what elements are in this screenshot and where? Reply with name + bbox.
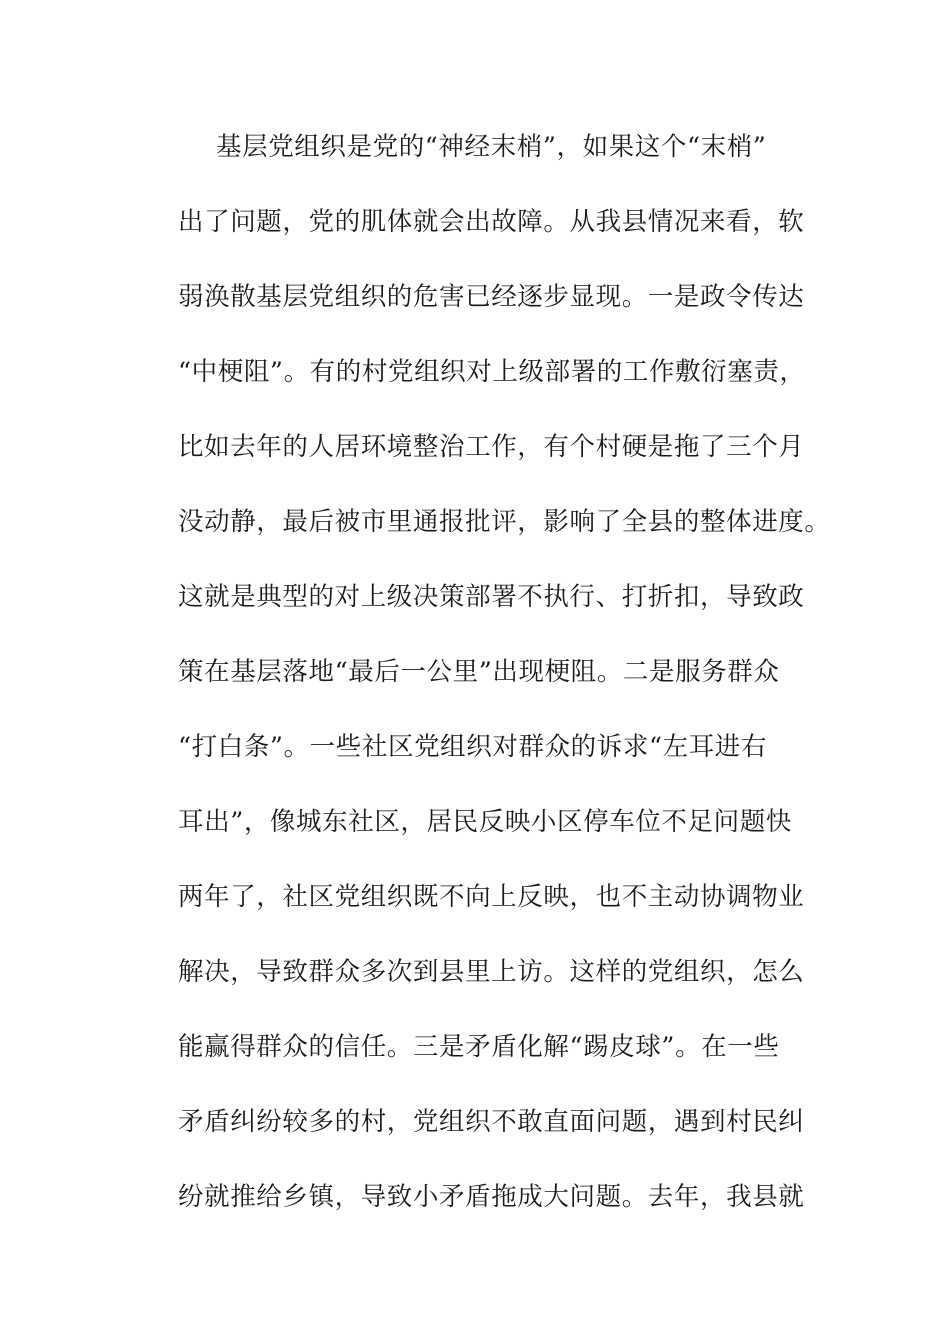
- text-line: 没动静，最后被市里通报批评，影响了全县的整体进度。: [178, 507, 831, 537]
- text-line: 能赢得群众的信任。三是矛盾化解“踢皮球”。在一些: [178, 1032, 780, 1062]
- body-paragraph: [178, 132, 831, 1257]
- text-line: 出了问题，党的肌体就会出故障。从我县情况来看，软: [178, 207, 805, 237]
- text-line: “中梗阻”。有的村党组织对上级部署的工作敷衍塞责，: [178, 357, 806, 387]
- text-line: 矛盾纠纷较多的村，党组织不敢直面问题，遇到村民纠: [178, 1107, 805, 1137]
- text-line: “打白条”。一些社区党组织对群众的诉求“左耳进右: [178, 732, 768, 762]
- text-line: 耳出”，像城东社区，居民反映小区停车位不足问题快: [178, 807, 792, 837]
- text-line: 这就是典型的对上级决策部署不执行、打折扣，导致政: [178, 582, 805, 612]
- text-line: 弱涣散基层党组织的危害已经逐步显现。一是政令传达: [178, 282, 805, 312]
- text-line: 基层党组织是党的“神经末梢”，如果这个“末梢”: [216, 132, 767, 162]
- text-line: 策在基层落地“最后一公里”出现梗阻。二是服务群众: [178, 657, 780, 687]
- text-line: 纷就推给乡镇，导致小矛盾拖成大问题。去年，我县就: [178, 1182, 805, 1212]
- text-line: 解决，导致群众多次到县里上访。这样的党组织，怎么: [178, 957, 805, 987]
- text-line: 比如去年的人居环境整治工作，有个村硬是拖了三个月: [178, 432, 805, 462]
- text-line: 两年了，社区党组织既不向上反映，也不主动协调物业: [178, 882, 805, 912]
